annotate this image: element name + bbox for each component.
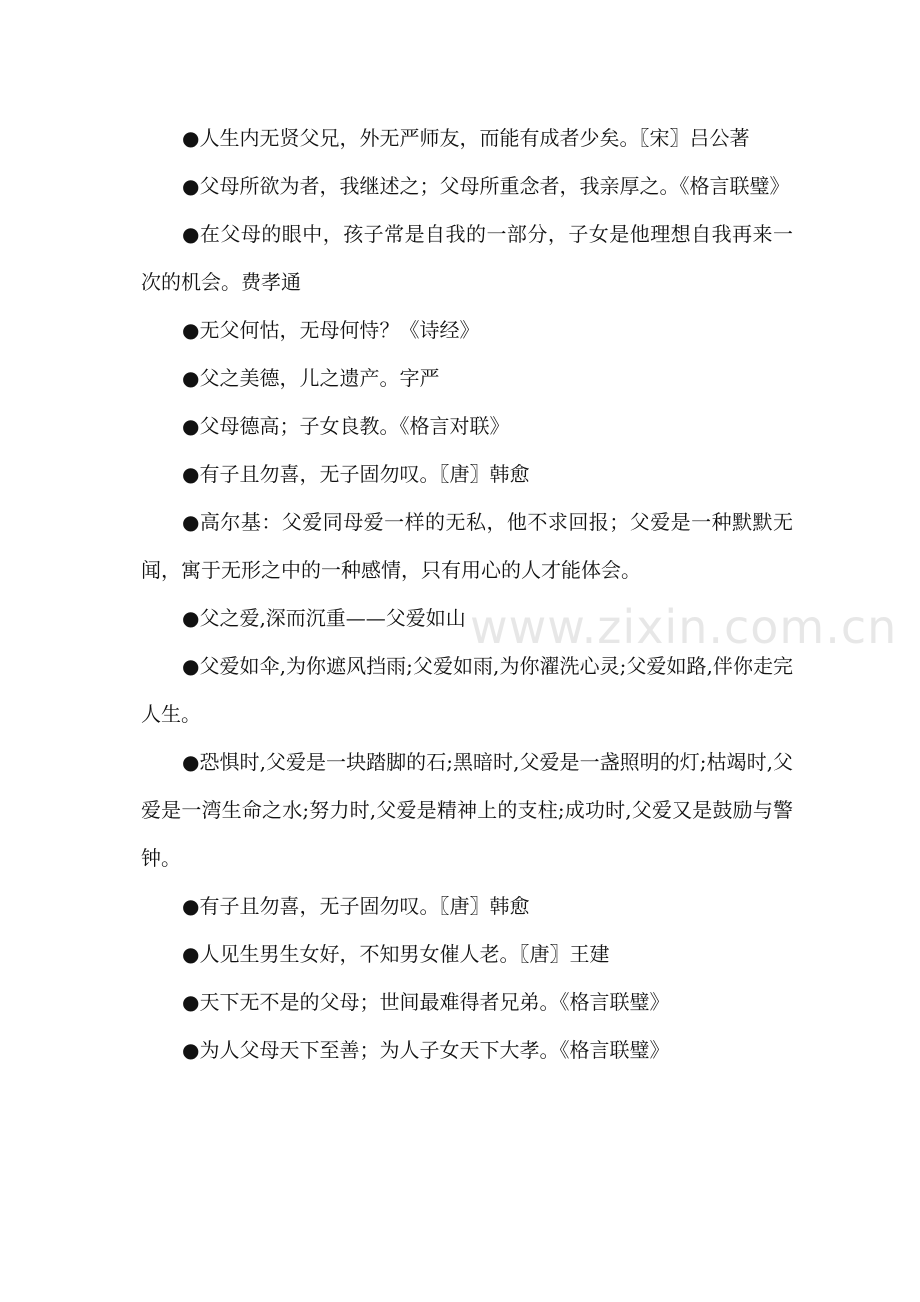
quote-paragraph: ●父爱如伞,为你遮风挡雨;父爱如雨,为你濯洗心灵;父爱如路,伴你走完人生。 xyxy=(141,654,793,726)
document-page xyxy=(141,114,793,1074)
quote-paragraph: ●父之爱,深而沉重——父爱如山 xyxy=(182,606,466,630)
watermark: www.zixin.com.cn xyxy=(470,600,898,654)
quote-paragraph: ●有子且勿喜，无子固勿叹。〖唐〗韩愈 xyxy=(182,462,530,486)
quote-paragraph: ●为人父母天下至善；为人子女天下大孝。《格言联璧》 xyxy=(182,1038,670,1062)
quote-paragraph: ●有子且勿喜，无子固勿叹。〖唐〗韩愈 xyxy=(182,894,530,918)
quote-paragraph: ●人见生男生女好，不知男女催人老。〖唐〗王建 xyxy=(182,942,610,966)
quote-paragraph: ●高尔基：父爱同母爱一样的无私，他不求回报；父爱是一种默默无闻，寓于无形之中的一种感情，只有用心的人才能体会。 xyxy=(141,510,793,582)
quote-paragraph: ●父之美德，儿之遗产。字严 xyxy=(182,366,440,390)
quote-paragraph: ●父母德高；子女良教。《格言对联》 xyxy=(182,414,510,438)
quote-paragraph: ●无父何怙，无母何恃？《诗经》 xyxy=(182,318,480,342)
quote-paragraph: ●人生内无贤父兄，外无严师友，而能有成者少矣。〖宋〗吕公著 xyxy=(182,126,750,150)
quote-paragraph: ●恐惧时,父爱是一块踏脚的石;黑暗时,父爱是一盏照明的灯;枯竭时,父爱是一湾生命之水;努力时,父爱是精神上的支柱;成功时,父爱又是鼓励与警钟。 xyxy=(141,750,793,870)
quote-paragraph: ●在父母的眼中，孩子常是自我的一部分，子女是他理想自我再来一次的机会。费孝通 xyxy=(141,222,793,294)
quote-paragraph: ●天下无不是的父母；世间最难得者兄弟。《格言联璧》 xyxy=(182,990,670,1014)
quote-paragraph: ●父母所欲为者，我继述之；父母所重念者，我亲厚之。《格言联璧》 xyxy=(182,174,790,198)
